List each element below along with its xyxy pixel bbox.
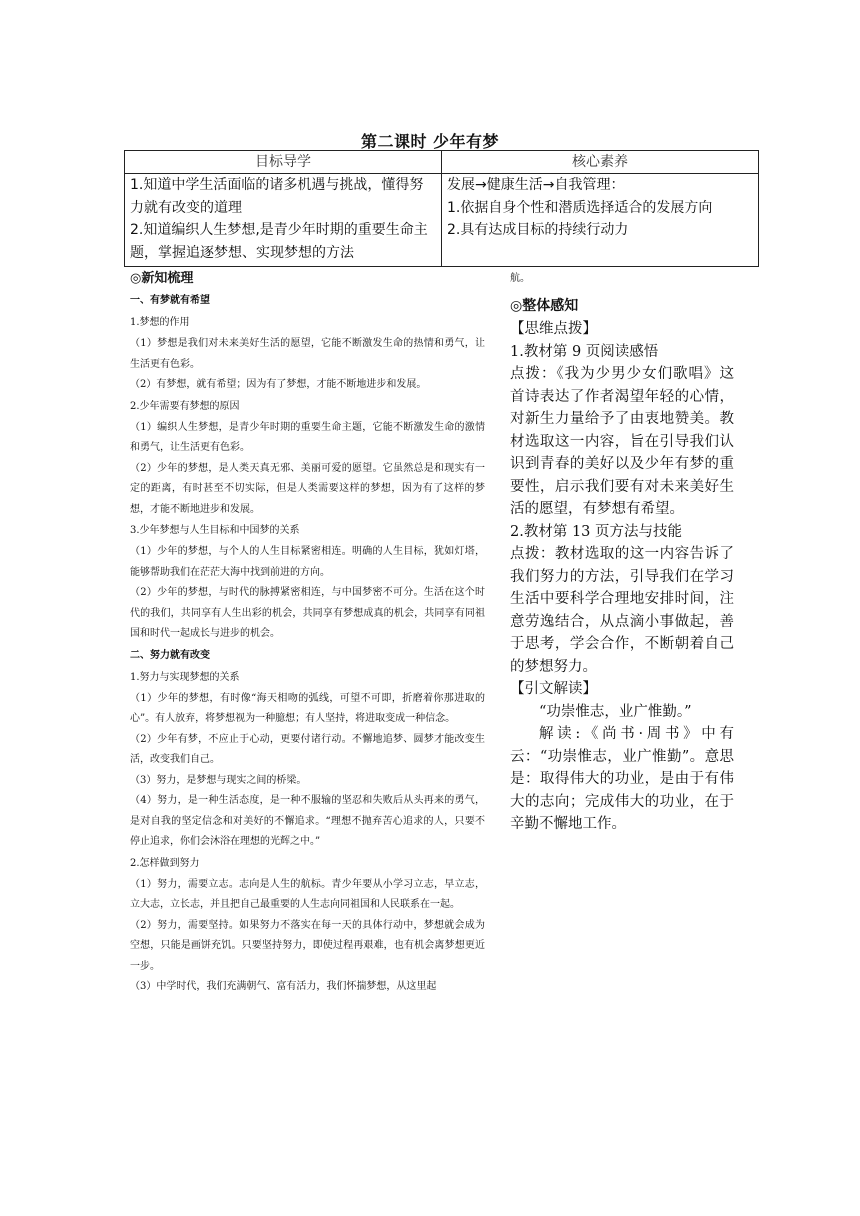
paragraph: （3）努力，是梦想与现实之间的桥梁。 [130,774,307,786]
right-column [510,268,734,836]
paragraph: （3）中学时代，我们充满朝气、富有活力，我们怀揣梦想，从这里起 [130,981,437,992]
subsection-title: 3.少年梦想与人生目标和中国梦的关系 [130,525,300,536]
item-title: 2.教材第 13 页方法与技能 [510,523,683,540]
subsection-title: 1.努力与实现梦想的关系 [130,671,240,683]
goals-table [124,150,759,267]
section-heading-new-knowledge: ◎新知梳理 [130,271,194,286]
subsection-title: 1.梦想的作用 [130,317,190,328]
goal-line: 1.知道中学生活面临的诸多机遇与挑战，懂得努力就有改变的道理 [130,177,424,216]
part-title: 一、有梦就有希望 [130,295,210,306]
left-column [130,268,485,998]
section-heading-overall: ◎整体感知 [510,298,579,314]
item-title: 1.教材第 9 页阅读感悟 [510,343,659,360]
quote-label: 【引文解读】 [510,681,597,697]
paragraph: （1）梦想是我们对未来美好生活的愿望，它能不断激发生命的热情和勇气，让生活更有色彩。 [130,338,485,370]
quote-explanation: 解读:《尚书·周书》中有云：“功崇惟志，业广惟勤”。意思是：取得伟大的功业，是由于有伟大的志向；完成伟大的功业，在于辛勤不懈地工作。 [510,726,734,832]
continuation-text: 航。 [510,273,530,284]
paragraph: （2）努力，需要坚持。如果努力不落实在每一天的具体行动中，梦想就会成为空想，只能是画饼充饥。只要坚持努力，即使过程再艰难，也有机会离梦想更近一步。 [130,919,485,972]
paragraph: （1）编织人生梦想，是青少年时期的重要生命主题，它能不断激发生命的激情和勇气，让生活更有色彩。 [130,421,485,453]
paragraph: （2）少年的梦想，与时代的脉搏紧密相连，与中国梦密不可分。生活在这个时代的我们，共同享有人生出彩的机会，共同享有梦想成真的机会，共同享有同祖国和时代一起成长与进步的机会。 [130,587,485,639]
paragraph: （1）努力，需要立志。志向是人生的航标。青少年要从小学习立志，早立志，立大志，立长志，并且把自己最重要的人生志向同祖国和人民联系在一起。 [130,878,485,910]
paragraph: （4）努力，是一种生活态度，是一种不服输的坚忍和失败后从头再来的勇气，是对自我的坚定信念和对美好的不懈追求。“理想不抛弃苦心追求的人，只要不停止追求，你们会沐浴在理想的光辉之中。” [130,795,485,847]
subsection-title: 2.怎样做到努力 [130,857,200,869]
item-text: 点拨：教材选取的这一内容告诉了我们努力的方法，引导我们在学习生活中要科学合理地安排时间，注意劳逸结合，从点滴小事做起，善于思考，学会合作，不断朝着自己的梦想努力。 [510,546,734,675]
quote-text: “功崇惟志，业广惟勤。” [539,703,692,720]
thinking-label: 【思维点拨】 [510,321,597,337]
goal-line: 2.知道编织人生梦想,是青少年时期的重要生命主题，掌握追逐梦想、实现梦想的方法 [130,222,428,261]
competency-cell [442,174,759,267]
item-text: 点拨：《我为少男少女们歌唱》这首诗表达了作者渴望年轻的心情，对新生力量给予了由衷地赞美。教材选取这一内容，旨在引导我们认识到青春的美好以及少年有梦的重要性，启示我们要有对未来美好生活的愿望，有梦想有希望。 [510,366,734,517]
competency-line: 发展→健康生活→自我管理： [447,177,625,193]
subsection-title: 2.少年需要有梦想的原因 [130,400,240,412]
part-title: 二、努力就有改变 [130,649,210,661]
goals-cell [125,174,442,267]
paragraph: （1）少年的梦想，与个人的人生目标紧密相连。明确的人生目标，犹如灯塔，能够帮助我们在茫茫大海中找到前进的方向。 [130,546,485,578]
competency-line: 1.依据自身个性和潜质选择适合的发展方向 [447,199,713,216]
competency-line: 2.具有达成目标的持续行动力 [447,222,629,238]
table-header-goals: 目标导学 [125,151,442,174]
paragraph: （2）少年有梦，不应止于心动，更要付诸行动。不懈地追梦、圆梦才能改变生活，改变我们自己。 [130,733,485,765]
paragraph: （1）少年的梦想，有时像“海天相吻的弧线，可望不可即，折磨着你那进取的心”。有人放弃，将梦想视为一种臆想；有人坚持，将进取变成一种信念。 [130,692,485,724]
paragraph: （2）有梦想，就有希望；因为有了梦想，才能不断地进步和发展。 [130,379,427,390]
paragraph: （2）少年的梦想，是人类天真无邪、美丽可爱的愿望。它虽然总是和现实有一定的距离，有时甚至不切实际，但是人类需要这样的梦想，因为有了这样的梦想，才能不断地进步和发展。 [130,462,485,515]
page-title: 第二课时 少年有梦 [360,132,500,151]
table-header-competency: 核心素养 [442,151,759,174]
